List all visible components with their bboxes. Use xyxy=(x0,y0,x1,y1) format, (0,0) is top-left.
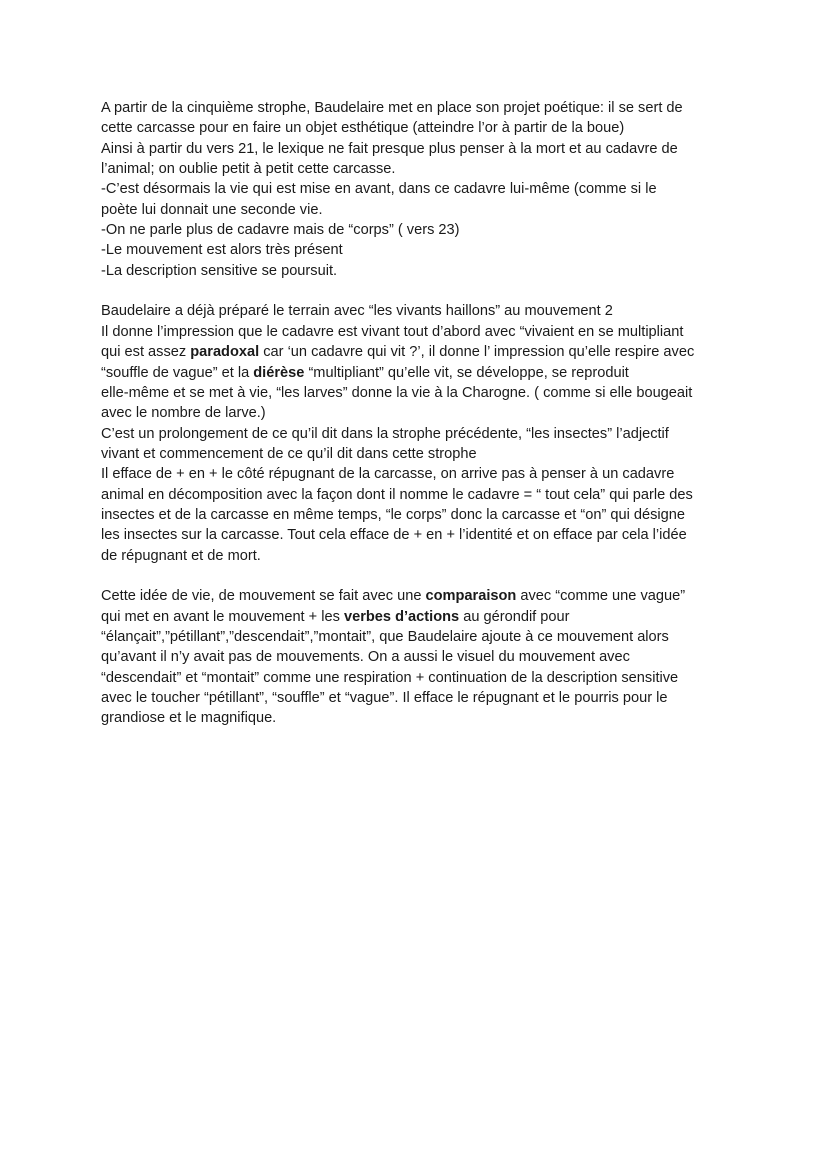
text-run: au gérondif pour xyxy=(459,608,570,625)
text-line xyxy=(101,708,741,728)
text-run: vivant et commencement de ce qu’il dit dans cette strophe xyxy=(101,445,477,462)
bold-term: verbes d’actions xyxy=(343,608,460,625)
text-run: Il efface de + en + le côté répugnant de la carcasse, on arrive pas à penser à un cadavre xyxy=(101,466,675,483)
text-line xyxy=(101,688,741,708)
text-run: elle-même et se met à vie, “les larves” donne la vie à la Charogne. ( comme si elle bougeait xyxy=(101,384,693,401)
text-run: -La description sensitive se poursuit. xyxy=(101,262,338,279)
text-run: de répugnant et de mort. xyxy=(101,547,261,564)
text-line xyxy=(101,322,741,342)
text-run: qui met en avant le mouvement + les xyxy=(101,608,344,625)
text-line xyxy=(101,179,741,199)
text-run: avec le nombre de larve.) xyxy=(101,405,266,422)
text-run: Il donne l’impression que le cadavre est vivant tout d’abord avec “vivaient en se multipliant xyxy=(101,323,684,340)
document-body xyxy=(101,98,741,729)
text-run: grandiose et le magnifique. xyxy=(101,710,277,727)
text-run: car ‘un cadavre qui vit ?’, il donne l’ impression qu’elle respire avec xyxy=(259,344,695,361)
text-run: cette carcasse pour en faire un objet esthétique (atteindre l’or à partir de la boue) xyxy=(101,120,625,137)
text-line xyxy=(101,261,741,281)
text-run: avec le toucher “pétillant”, “souffle” et “vague”. Il efface le répugnant et le pourris pour le xyxy=(101,690,668,707)
text-line xyxy=(101,627,741,647)
text-line xyxy=(101,98,741,118)
text-line xyxy=(101,403,741,423)
text-line xyxy=(101,464,741,484)
paragraph-gap xyxy=(101,281,741,301)
paragraph-1 xyxy=(101,98,741,281)
text-run: “descendait” et “montait” comme une respiration + continuation de la description sensitive xyxy=(101,669,679,686)
text-run: “multipliant” qu’elle vit, se développe, se reproduit xyxy=(304,364,629,381)
text-run: Baudelaire a déjà préparé le terrain avec “les vivants haillons” au mouvement 2 xyxy=(101,303,613,320)
text-run: -Le mouvement est alors très présent xyxy=(101,242,343,259)
text-line xyxy=(101,525,741,545)
text-run: animal en décomposition avec la façon dont il nomme le cadavre = “ tout cela” qui parle des xyxy=(101,486,693,503)
text-line xyxy=(101,301,741,321)
text-run: “élançait”,”pétillant”,”descendait”,”montait”, que Baudelaire ajoute à ce mouvement alors xyxy=(101,629,669,646)
text-run: poète lui donnait une seconde vie. xyxy=(101,201,323,218)
text-run: Ainsi à partir du vers 21, le lexique ne fait presque plus penser à la mort et au cadavre de xyxy=(101,140,678,157)
text-run: A partir de la cinquième strophe, Baudelaire met en place son projet poétique: il se sert de xyxy=(101,100,683,116)
text-line xyxy=(101,505,741,525)
text-run: “souffle de vague” et la xyxy=(101,364,254,381)
text-run: insectes et de la carcasse en même temps, “le corps” donc la carcasse et “on” qui désigne xyxy=(101,506,686,523)
text-line xyxy=(101,444,741,464)
text-line xyxy=(101,383,741,403)
text-line xyxy=(101,200,741,220)
paragraph-2 xyxy=(101,301,741,565)
text-run: C’est un prolongement de ce qu’il dit dans la strophe précédente, “les insectes” l’adjectif xyxy=(101,425,669,442)
bold-term: comparaison xyxy=(425,588,517,605)
text-run: qu’avant il n’y avait pas de mouvements. On a aussi le visuel du mouvement avec xyxy=(101,649,630,666)
text-run: Cette idée de vie, de mouvement se fait avec une xyxy=(101,588,426,605)
bold-term: diérèse xyxy=(253,364,305,381)
text-line xyxy=(101,363,741,383)
text-line xyxy=(101,485,741,505)
text-run: avec “comme une vague” xyxy=(516,588,686,605)
text-line xyxy=(101,546,741,566)
text-run: l’animal; on oublie petit à petit cette carcasse. xyxy=(101,161,396,178)
text-line xyxy=(101,607,741,627)
text-run: -On ne parle plus de cadavre mais de “corps” ( vers 23) xyxy=(101,222,460,239)
text-line xyxy=(101,424,741,444)
paragraph-3 xyxy=(101,586,741,728)
paragraph-gap xyxy=(101,566,741,586)
text-run: -C’est désormais la vie qui est mise en avant, dans ce cadavre lui-même (comme si le xyxy=(101,181,657,198)
text-line xyxy=(101,668,741,688)
text-line xyxy=(101,159,741,179)
text-line xyxy=(101,586,741,606)
text-line xyxy=(101,647,741,667)
text-run: les insectes sur la carcasse. Tout cela efface de + en + l’identité et on efface par cela l’idée xyxy=(101,527,687,544)
bold-term: paradoxal xyxy=(190,344,260,361)
text-line xyxy=(101,240,741,260)
text-line xyxy=(101,118,741,138)
text-line xyxy=(101,139,741,159)
text-line xyxy=(101,220,741,240)
text-run: qui est assez xyxy=(101,344,191,361)
text-line xyxy=(101,342,741,362)
